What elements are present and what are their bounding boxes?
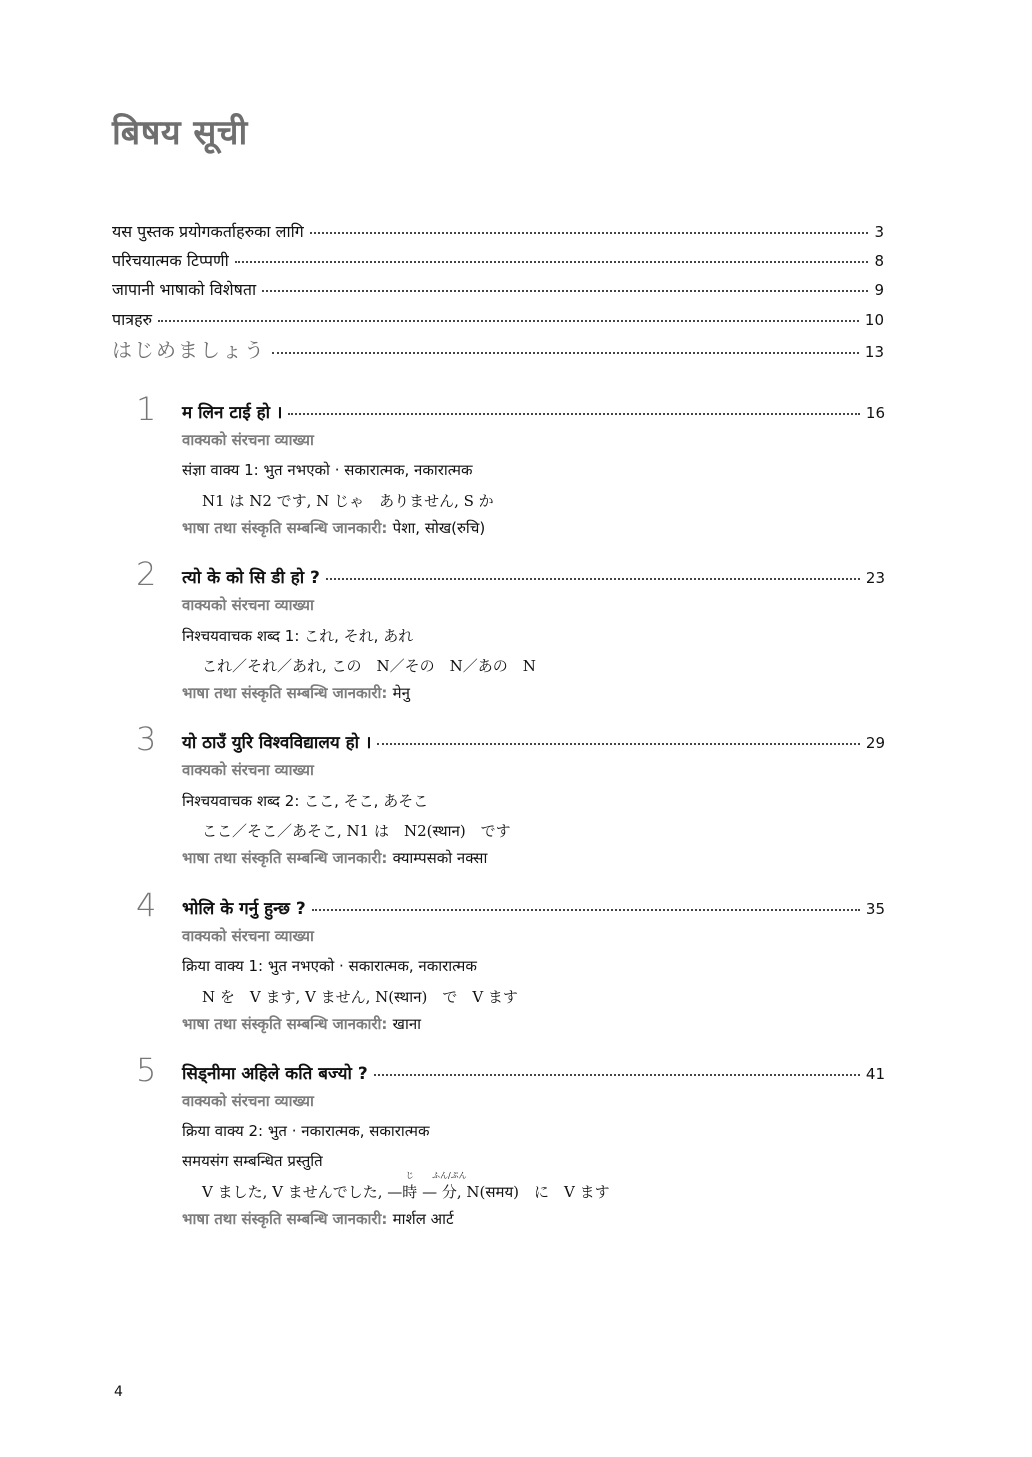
chapter-number: 4 xyxy=(136,886,157,924)
toc-page-number: 3 xyxy=(874,223,884,241)
dot-leader xyxy=(312,909,860,911)
culture-value: मार्शल आर्ट xyxy=(392,1210,454,1228)
kanji: 時 xyxy=(402,1183,418,1201)
toc-page-number: 23 xyxy=(865,569,885,587)
ruby-kanji xyxy=(431,1171,467,1202)
culture-info xyxy=(182,848,487,868)
section-label: वाक्यको संरचना व्याख्या xyxy=(182,1092,314,1110)
culture-label: भाषा तथा संस्कृति सम्बन्धि जानकारी: xyxy=(182,1210,388,1228)
culture-label: भाषा तथा संस्कृति सम्बन्धि जानकारी: xyxy=(182,519,388,537)
grammar-pattern: ここ／そこ／あそこ, N1 は N2(स्थान) です xyxy=(202,822,511,840)
dot-leader xyxy=(235,261,869,263)
dot-leader xyxy=(374,1074,860,1076)
grammar-line: निश्चयवाचक शब्द 2: ここ, そこ, あそこ xyxy=(182,792,429,810)
toc-entry-label: यस पुस्तक प्रयोगकर्ताहरुका लागि xyxy=(112,222,304,241)
dot-leader xyxy=(262,290,868,292)
dot-leader xyxy=(158,320,859,322)
chapter-title: भोलि के गर्नु हुन्छ ? xyxy=(182,899,306,919)
chapter-number: 1 xyxy=(136,390,157,428)
toc-page-number: 10 xyxy=(864,311,884,329)
grammar-line: संज्ञा वाक्य 1: भुत नभएको · सकारात्मक, नकारात्मक xyxy=(182,461,473,479)
grammar-pattern: N を V ます, V ません, N(स्थान) で V ます xyxy=(202,988,518,1006)
pattern-text: , N(समय) に V ます xyxy=(456,1183,610,1201)
dot-leader xyxy=(310,232,869,234)
toc-entry-label: はじめましょう xyxy=(112,338,266,362)
toc-entry-label: परिचयात्मक टिप्पणी xyxy=(112,251,229,270)
chapter-heading[interactable] xyxy=(182,896,885,919)
culture-info xyxy=(182,518,485,538)
grammar-pattern xyxy=(202,1171,610,1202)
kanji: 分 xyxy=(441,1183,457,1201)
page-title: बिषय सूची xyxy=(112,113,248,153)
furigana: ふん/ぷん xyxy=(431,1171,467,1180)
culture-value: क्याम्पसको नक्सा xyxy=(392,849,488,867)
toc-entry-introduction[interactable] xyxy=(112,249,884,271)
toc-entry-preface[interactable] xyxy=(112,220,884,242)
culture-label: भाषा तथा संस्कृति सम्बन्धि जानकारी: xyxy=(182,1015,388,1033)
chapter-heading[interactable] xyxy=(182,1061,885,1084)
toc-page-number: 8 xyxy=(874,252,884,270)
chapter-heading[interactable] xyxy=(182,565,885,588)
chapter-number: 3 xyxy=(136,720,157,758)
grammar-line: निश्चयवाचक शब्द 1: これ, それ, あれ xyxy=(182,627,414,645)
chapter-title: यो ठाउँ युरि विश्वविद्यालय हो । xyxy=(182,733,372,753)
grammar-line: क्रिया वाक्य 1: भुत नभएको · सकारात्मक, नकारात्मक xyxy=(182,957,477,975)
toc-entry-label: पात्रहरु xyxy=(112,310,153,329)
chapter-title: म लिन टाई हो । xyxy=(182,403,283,423)
grammar-line: समयसंग सम्बन्धित प्रस्तुति xyxy=(182,1152,323,1170)
pattern-text: V ました, V ませんでした, — xyxy=(202,1183,403,1201)
culture-info xyxy=(182,683,410,703)
toc-page-number: 41 xyxy=(865,1065,885,1083)
toc-entry-features[interactable] xyxy=(112,278,884,300)
toc-page-number: 29 xyxy=(865,734,885,752)
chapter-heading[interactable] xyxy=(182,730,885,753)
dot-leader xyxy=(288,413,860,415)
culture-info xyxy=(182,1014,421,1034)
toc-page-number: 9 xyxy=(874,281,884,299)
grammar-pattern: N1 は N2 です, N じゃ ありません, S か xyxy=(202,492,494,510)
toc-entry-label: जापानी भाषाको विशेषता xyxy=(112,280,257,299)
toc-page-number: 16 xyxy=(865,404,885,422)
culture-label: भाषा तथा संस्कृति सम्बन्धि जानकारी: xyxy=(182,849,388,867)
grammar-line: क्रिया वाक्य 2: भुत · नकारात्मक, सकारात्मक xyxy=(182,1122,430,1140)
toc-page-number: 35 xyxy=(865,900,885,918)
dot-leader xyxy=(326,578,860,580)
chapter-number: 2 xyxy=(136,555,157,593)
section-label: वाक्यको संरचना व्याख्या xyxy=(182,927,314,945)
chapter-number: 5 xyxy=(136,1051,157,1089)
grammar-pattern: これ／それ／あれ, この N／その N／あの N xyxy=(202,657,536,675)
toc-page-number: 13 xyxy=(864,343,884,361)
chapter-heading[interactable] xyxy=(182,400,885,423)
chapter-title: सिड्नीमा अहिले कति बज्यो ? xyxy=(182,1064,368,1084)
culture-value: खाना xyxy=(392,1015,422,1033)
ruby-kanji xyxy=(402,1171,418,1202)
dot-leader xyxy=(377,743,859,745)
section-label: वाक्यको संरचना व्याख्या xyxy=(182,596,314,614)
furigana: じ xyxy=(405,1171,414,1180)
page-number: 4 xyxy=(114,1384,123,1400)
pattern-text: — xyxy=(417,1183,442,1201)
culture-value: पेशा, सोख(रुचि) xyxy=(392,519,486,537)
section-label: वाक्यको संरचना व्याख्या xyxy=(182,761,314,779)
culture-info xyxy=(182,1209,454,1229)
chapter-title: त्यो के को सि डी हो ? xyxy=(182,568,320,588)
toc-entry-characters[interactable] xyxy=(112,308,884,330)
section-label: वाक्यको संरचना व्याख्या xyxy=(182,431,314,449)
dot-leader xyxy=(272,352,859,354)
toc-entry-hajimemashou[interactable] xyxy=(112,334,884,363)
culture-label: भाषा तथा संस्कृति सम्बन्धि जानकारी: xyxy=(182,684,388,702)
culture-value: मेनु xyxy=(392,684,410,702)
